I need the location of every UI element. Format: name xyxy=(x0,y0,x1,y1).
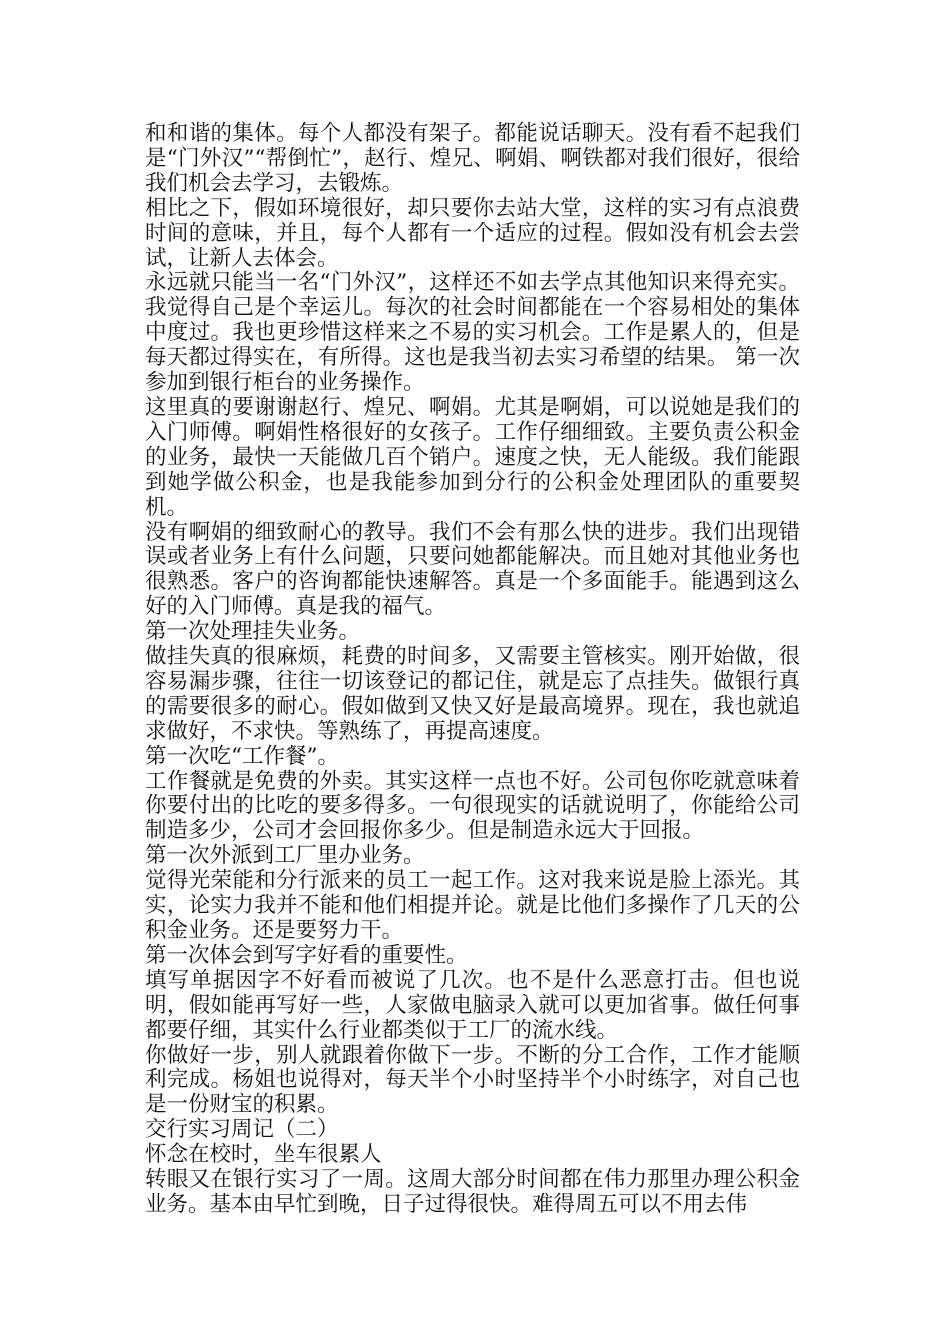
section-heading: 第一次处理挂失业务。 xyxy=(145,619,361,645)
body-paragraph: 转眼又在银行实习了一周。这周大部分时间都在伟力那里办理公积金业务。基本由早忙到晚，日子过得很快。难得周五可以不用去伟 xyxy=(145,1167,800,1217)
body-paragraph: 这里真的要谢谢赵行、煌兄、啊娟。尤其是啊娟，可以说她是我们的入门师傅。啊娟性格很好的女孩子。工作仔细细致。主要负责公积金的业务，最快一天能做几百个销户。速度之快，无人能级。我们能跟到她学做公积金，也是我能参加到分行的公积金处理团队的重要契机。 xyxy=(145,394,800,520)
section-heading: 怀念在校时，坐车很累人 xyxy=(145,1142,382,1168)
body-paragraph: 做挂失真的很麻烦，耗费的时间多，又需要主管核实。刚开始做，很容易漏步骤，往往一切该登记的都记住，就是忘了点挂失。做银行真的需要很多的耐心。假如做到又快又好是最高境界。现在，我也就追求做好，不求快。等熟练了，再提高速度。 xyxy=(145,644,800,744)
body-paragraph: 和和谐的集体。每个人都没有架子。都能说话聊天。没有看不起我们是“门外汉”“帮倒忙”，赵行、煌兄、啊娟、啊铁都对我们很好，很给我们机会去学习，去锻炼。 xyxy=(145,121,800,196)
section-heading: 第一次体会到写字好看的重要性。 xyxy=(145,942,468,968)
body-paragraph: 你做好一步，别人就跟着你做下一步。不断的分工合作，工作才能顺利完成。杨姐也说得对，每天半个小时坚持半个小时练字，对自己也是一份财宝的积累。 xyxy=(145,1042,800,1118)
body-paragraph: 永远就只能当一名“门外汉”，这样还不如去学点其他知识来得充实。我觉得自己是个幸运儿。每次的社会时间都能在一个容易相处的集体中度过。我也更珍惜这样来之不易的实习机会。工作是累人的，但是每天都过得实在，有所得。这也是我当初去实习希望的结果。 第一次参加到银行柜台的业务操作。 xyxy=(145,270,800,396)
body-paragraph: 觉得光荣能和分行派来的员工一起工作。这对我来说是脸上添光。其实，论实力我并不能和他们相提并论。就是比他们多操作了几天的公积金业务。还是要努力干。 xyxy=(145,868,800,943)
body-paragraph: 工作餐就是免费的外卖。其实这样一点也不好。公司包你吃就意味着你要付出的比吃的要多得多。一句很现实的话就说明了，你能给公司制造多少，公司才会回报你多少。但是制造永远大于回报。 xyxy=(145,768,800,844)
section-heading: 第一次吃“工作餐”。 xyxy=(145,743,339,769)
document-subtitle: 交行实习周记（二） xyxy=(145,1117,339,1143)
body-paragraph: 填写单据因字不好看而被说了几次。也不是什么恶意打击。但也说明，假如能再写好一些，人家做电脑录入就可以更加省事。做任何事都要仔细，其实什么行业都类似于工厂的流水线。 xyxy=(145,967,800,1043)
document-page xyxy=(145,122,800,1218)
section-heading: 第一次外派到工厂里办业务。 xyxy=(145,843,425,869)
body-paragraph: 相比之下，假如环境很好，却只要你去站大堂，这样的实习有点浪费时间的意味，并且，每个人都有一个适应的过程。假如没有机会去尝试，让新人去体会。 xyxy=(145,195,800,271)
body-paragraph: 没有啊娟的细致耐心的教导。我们不会有那么快的进步。我们出现错误或者业务上有什么问题，只要问她都能解决。而且她对其他业务也很熟悉。客户的咨询都能快速解答。真是一个多面能手。能遇到这么好的入门师傅。真是我的福气。 xyxy=(145,519,800,620)
